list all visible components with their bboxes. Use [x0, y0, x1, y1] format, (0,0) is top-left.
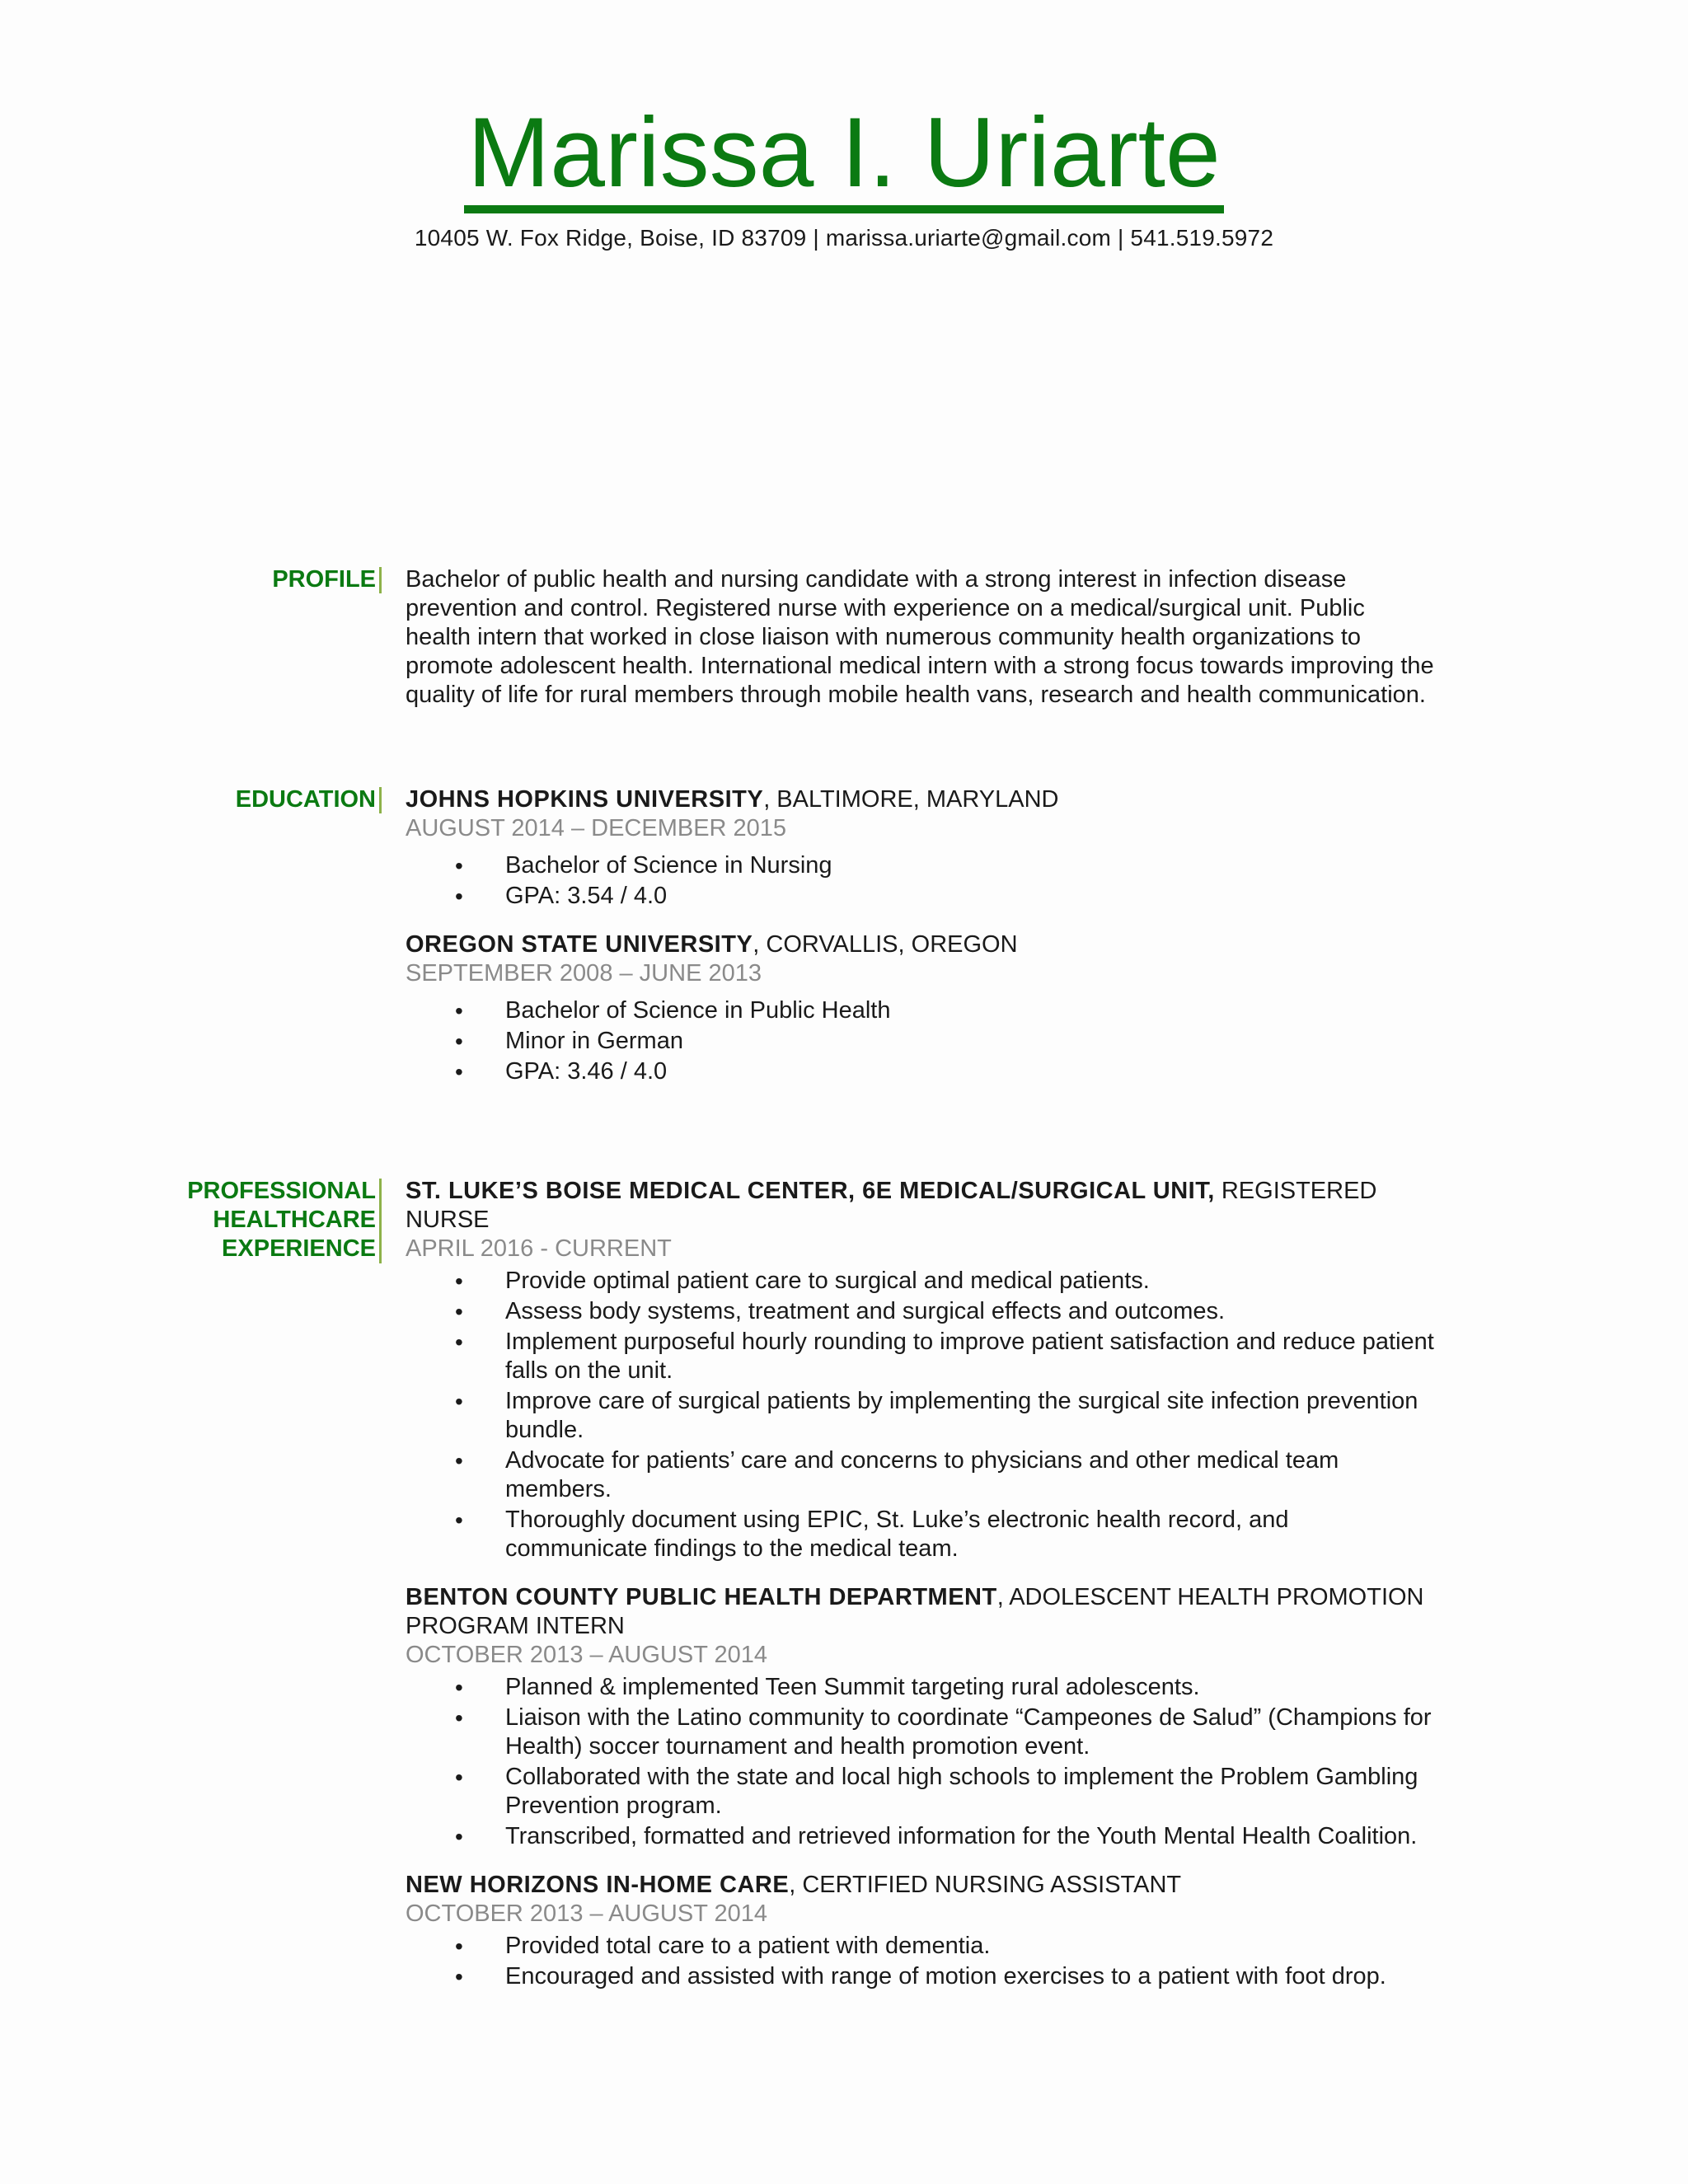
job-role: , CERTIFIED NURSING ASSISTANT	[789, 1872, 1182, 1898]
bullet-item: • GPA: 3.54 / 4.0	[406, 882, 1436, 911]
bullet-item: • GPA: 3.46 / 4.0	[406, 1057, 1436, 1086]
bullet-item: • Encouraged and assisted with range of motion exercises to a patient with foot drop.	[406, 1962, 1436, 1991]
experience-content	[406, 1177, 1436, 1993]
institution-location: , CORVALLIS, OREGON	[753, 931, 1018, 958]
entry-bullets	[406, 1267, 1436, 1563]
education-content	[406, 785, 1436, 1088]
job-role: REGISTERED NURSE	[406, 1178, 1377, 1233]
profile-content	[406, 565, 1436, 710]
entry-dates: OCTOBER 2013 – AUGUST 2014	[406, 1642, 767, 1668]
entry-title	[406, 1871, 1436, 1900]
bullet-item: • Assess body systems, treatment and surgical effects and outcomes.	[406, 1297, 1436, 1326]
entry-title	[406, 785, 1436, 814]
section-divider	[379, 787, 382, 813]
employer-name: BENTON COUNTY PUBLIC HEALTH DEPARTMENT	[406, 1584, 997, 1610]
entry-dates: APRIL 2016 - CURRENT	[406, 1235, 672, 1262]
institution-name: JOHNS HOPKINS UNIVERSITY	[406, 786, 764, 813]
entry-dates: OCTOBER 2013 – AUGUST 2014	[406, 1900, 767, 1927]
job-role: , ADOLESCENT HEALTH PROMOTION PROGRAM INTERN	[406, 1584, 1424, 1639]
bullet-item: • Bachelor of Science in Nursing	[406, 851, 1436, 880]
section-divider	[379, 567, 382, 593]
entry-dates: SEPTEMBER 2008 – JUNE 2013	[406, 960, 762, 987]
entry-title	[406, 1583, 1436, 1641]
section-label-education: EDUCATION	[235, 786, 376, 813]
bullet-item: • Liaison with the Latino community to coordinate “Campeones de Salud” (Champions for Health) soccer tournament and health promotion event.	[406, 1704, 1436, 1761]
bullet-item: • Provided total care to a patient with dementia.	[406, 1932, 1436, 1961]
profile-text: Bachelor of public health and nursing candidate with a strong interest in infection disease prevention and control. Registered nurse with experience on a medical/surgical unit. Public health intern that worked in close liaison with numerous community health organizations to promote adolescent health. International medical intern with a strong focus towards improving the quality of life for rural members through mobile health vans, research and health communication.	[406, 566, 1434, 708]
entry-bullets	[406, 1673, 1436, 1851]
bullet-item: • Advocate for patients’ care and concerns to physicians and other medical team members.	[406, 1446, 1436, 1504]
bullet-item: • Thoroughly document using EPIC, St. Luke’s electronic health record, and communicate findings to the medical team.	[406, 1506, 1436, 1563]
institution-name: OREGON STATE UNIVERSITY	[406, 931, 753, 958]
experience-entry	[406, 1177, 1436, 1563]
bullet-item: • Improve care of surgical patients by implementing the surgical site infection prevention bundle.	[406, 1387, 1436, 1445]
contact-line: 10405 W. Fox Ridge, Boise, ID 83709 | marissa.uriarte@gmail.com | 541.519.5972	[414, 225, 1274, 251]
bullet-item: • Provide optimal patient care to surgical and medical patients.	[406, 1267, 1436, 1296]
bullet-item: • Transcribed, formatted and retrieved information for the Youth Mental Health Coalition.	[406, 1822, 1436, 1851]
experience-entry	[406, 1583, 1436, 1851]
employer-name: ST. LUKE’S BOISE MEDICAL CENTER, 6E MEDICAL/SURGICAL UNIT,	[406, 1178, 1215, 1204]
entry-bullets	[406, 1932, 1436, 1991]
experience-entry	[406, 1871, 1436, 1991]
label-line: PROFESSIONAL	[187, 1178, 376, 1204]
label-line: EXPERIENCE	[222, 1235, 376, 1262]
entry-bullets	[406, 996, 1436, 1086]
bullet-item: • Implement purposeful hourly rounding to improve patient satisfaction and reduce patient falls on the unit.	[406, 1328, 1436, 1385]
entry-bullets	[406, 851, 1436, 911]
bullet-item: • Minor in German	[406, 1027, 1436, 1056]
bullet-item: • Planned & implemented Teen Summit targeting rural adolescents.	[406, 1673, 1436, 1702]
bullet-item: • Bachelor of Science in Public Health	[406, 996, 1436, 1025]
entry-dates: AUGUST 2014 – DECEMBER 2015	[406, 815, 787, 841]
section-label-experience	[187, 1177, 387, 1263]
candidate-name: Marissa I. Uriarte	[464, 103, 1223, 213]
entry-title	[406, 1177, 1436, 1235]
bullet-item: • Collaborated with the state and local high schools to implement the Problem Gambling Prevention program.	[406, 1763, 1436, 1821]
education-entry	[406, 785, 1436, 911]
label-line: HEALTHCARE	[213, 1207, 376, 1233]
resume-header	[0, 97, 1688, 251]
section-divider	[379, 1179, 382, 1263]
section-label-profile: PROFILE	[272, 566, 376, 593]
entry-title	[406, 930, 1436, 959]
institution-location: , BALTIMORE, MARYLAND	[763, 786, 1059, 813]
education-entry	[406, 930, 1436, 1086]
employer-name: NEW HORIZONS IN-HOME CARE	[406, 1872, 790, 1898]
